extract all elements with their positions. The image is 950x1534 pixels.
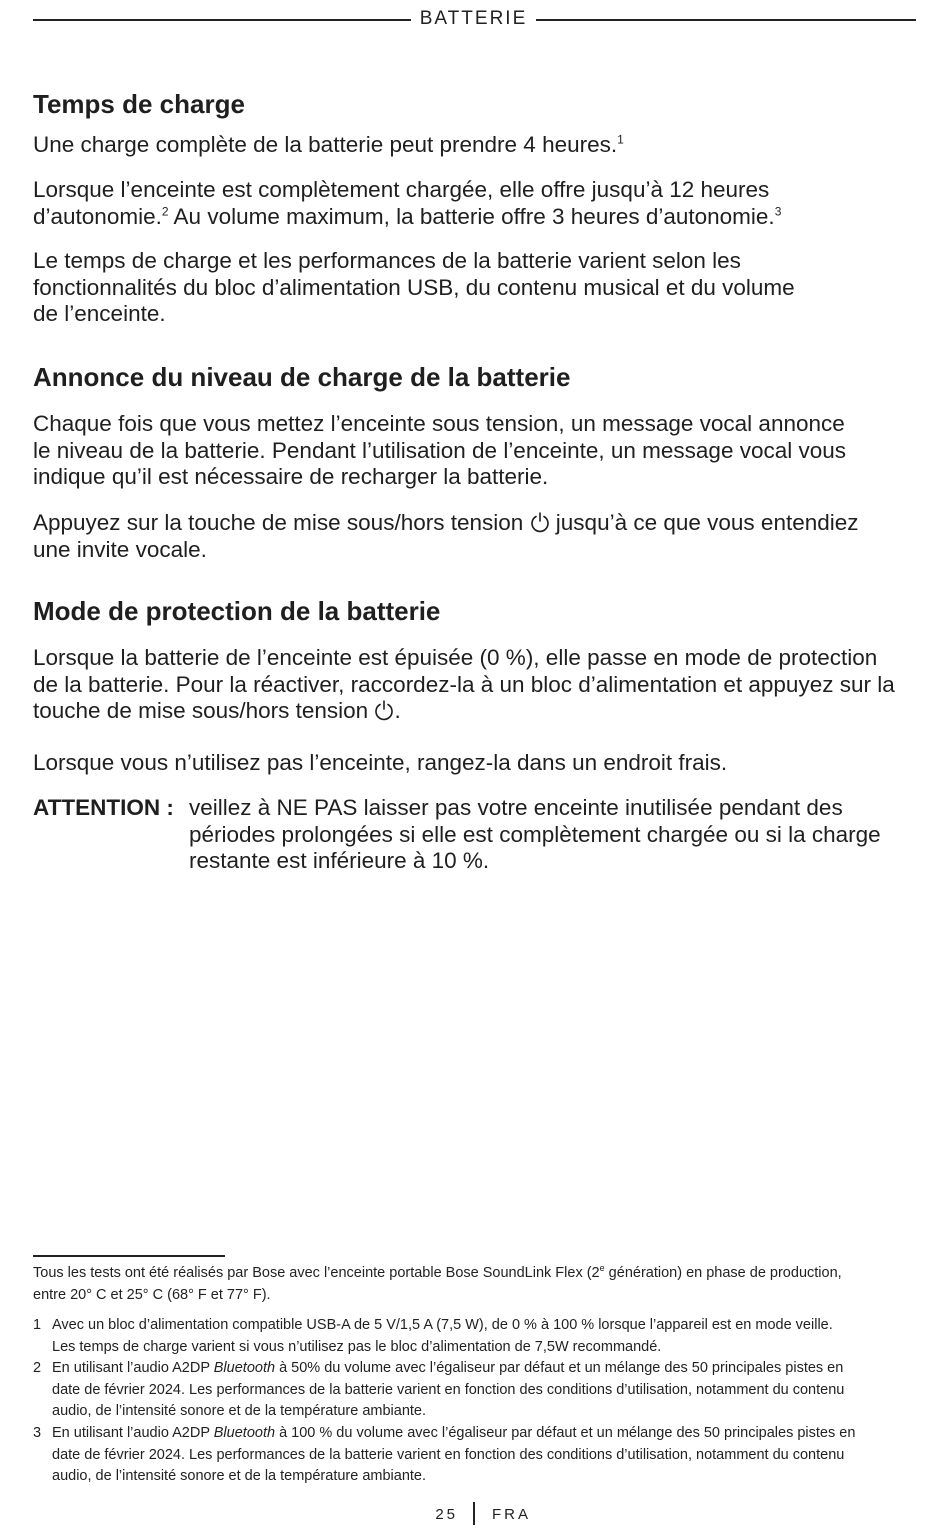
attention-text: veillez à NE PAS laisser pas votre enceinte inutilisée pendant des périodes prolongées si elle est complètement chargée ou si la charge restante est inférieure à 10 %. (189, 795, 881, 874)
footnote-number: 2 (33, 1360, 42, 1376)
level-announce-paragraph-2: Appuyez sur la touche de mise sous/hors tension jusqu’à ce que vous entendiez une invite vocale. (33, 510, 859, 562)
footnote-number: 3 (33, 1425, 42, 1441)
footnote-ref-2: 2 (161, 204, 169, 219)
footnote-rule (33, 1255, 225, 1257)
language-code: FRA (492, 1506, 531, 1523)
power-icon (530, 511, 550, 533)
footnote-ref-3: 3 (774, 204, 782, 219)
heading-level-announce: Annonce du niveau de charge de la batterie (33, 362, 571, 392)
header-rule-left (33, 19, 411, 21)
charge-time-paragraph-3: Le temps de charge et les performances de la batterie varient selon les fonctionnalités du bloc d’alimentation USB, du contenu musical et du volume de l’enceinte. (33, 248, 795, 327)
charge-time-paragraph-1: Une charge complète de la batterie peut prendre 4 heures.$^1$ (33, 132, 624, 157)
level-announce-paragraph-1: Chaque fois que vous mettez l’enceinte sous tension, un message vocal annonce le niveau de la batterie. Pendant l’utilisation de l’enceinte, un message vocal vous indique qu’il est nécessaire de recharger la batterie. (33, 411, 847, 490)
page-number: 25 (435, 1506, 458, 1523)
footnote-ref-1: 1 (617, 132, 624, 147)
footnote-number: 1 (33, 1317, 42, 1333)
charge-time-paragraph-2: Lorsque l’enceinte est complètement chargée, elle offre jusqu’à 12 heures d’autonomie.$^2$ Au volume maximum, la batterie offre 3 heures d’autonomie.$^3$ (33, 177, 782, 229)
protection-paragraph-1: Lorsque la batterie de l’enceinte est épuisée (0 %), elle passe en mode de protection de la batterie. Pour la réactiver, raccordez-la à un bloc d’alimentation et appuyez sur la touche de mise sous/hors tension . (33, 645, 895, 724)
heading-charge-time: Temps de charge (33, 89, 245, 119)
attention-label: ATTENTION : (33, 795, 174, 820)
section-header-title: BATTERIE (419, 8, 528, 29)
footer-separator (473, 1502, 475, 1525)
power-icon (374, 699, 394, 721)
footnote-intro: Tous les tests ont été réalisés par Bose avec l’enceinte portable Bose SoundLink Flex (2e génération) en phase de production, entre 20° C et 25° C (68° F et 77° F). (33, 1263, 842, 1303)
protection-paragraph-2: Lorsque vous n’utilisez pas l’enceinte, rangez-la dans un endroit frais. (33, 750, 728, 775)
heading-protection-mode: Mode de protection de la batterie (33, 596, 441, 626)
header-rule-right (536, 19, 916, 21)
